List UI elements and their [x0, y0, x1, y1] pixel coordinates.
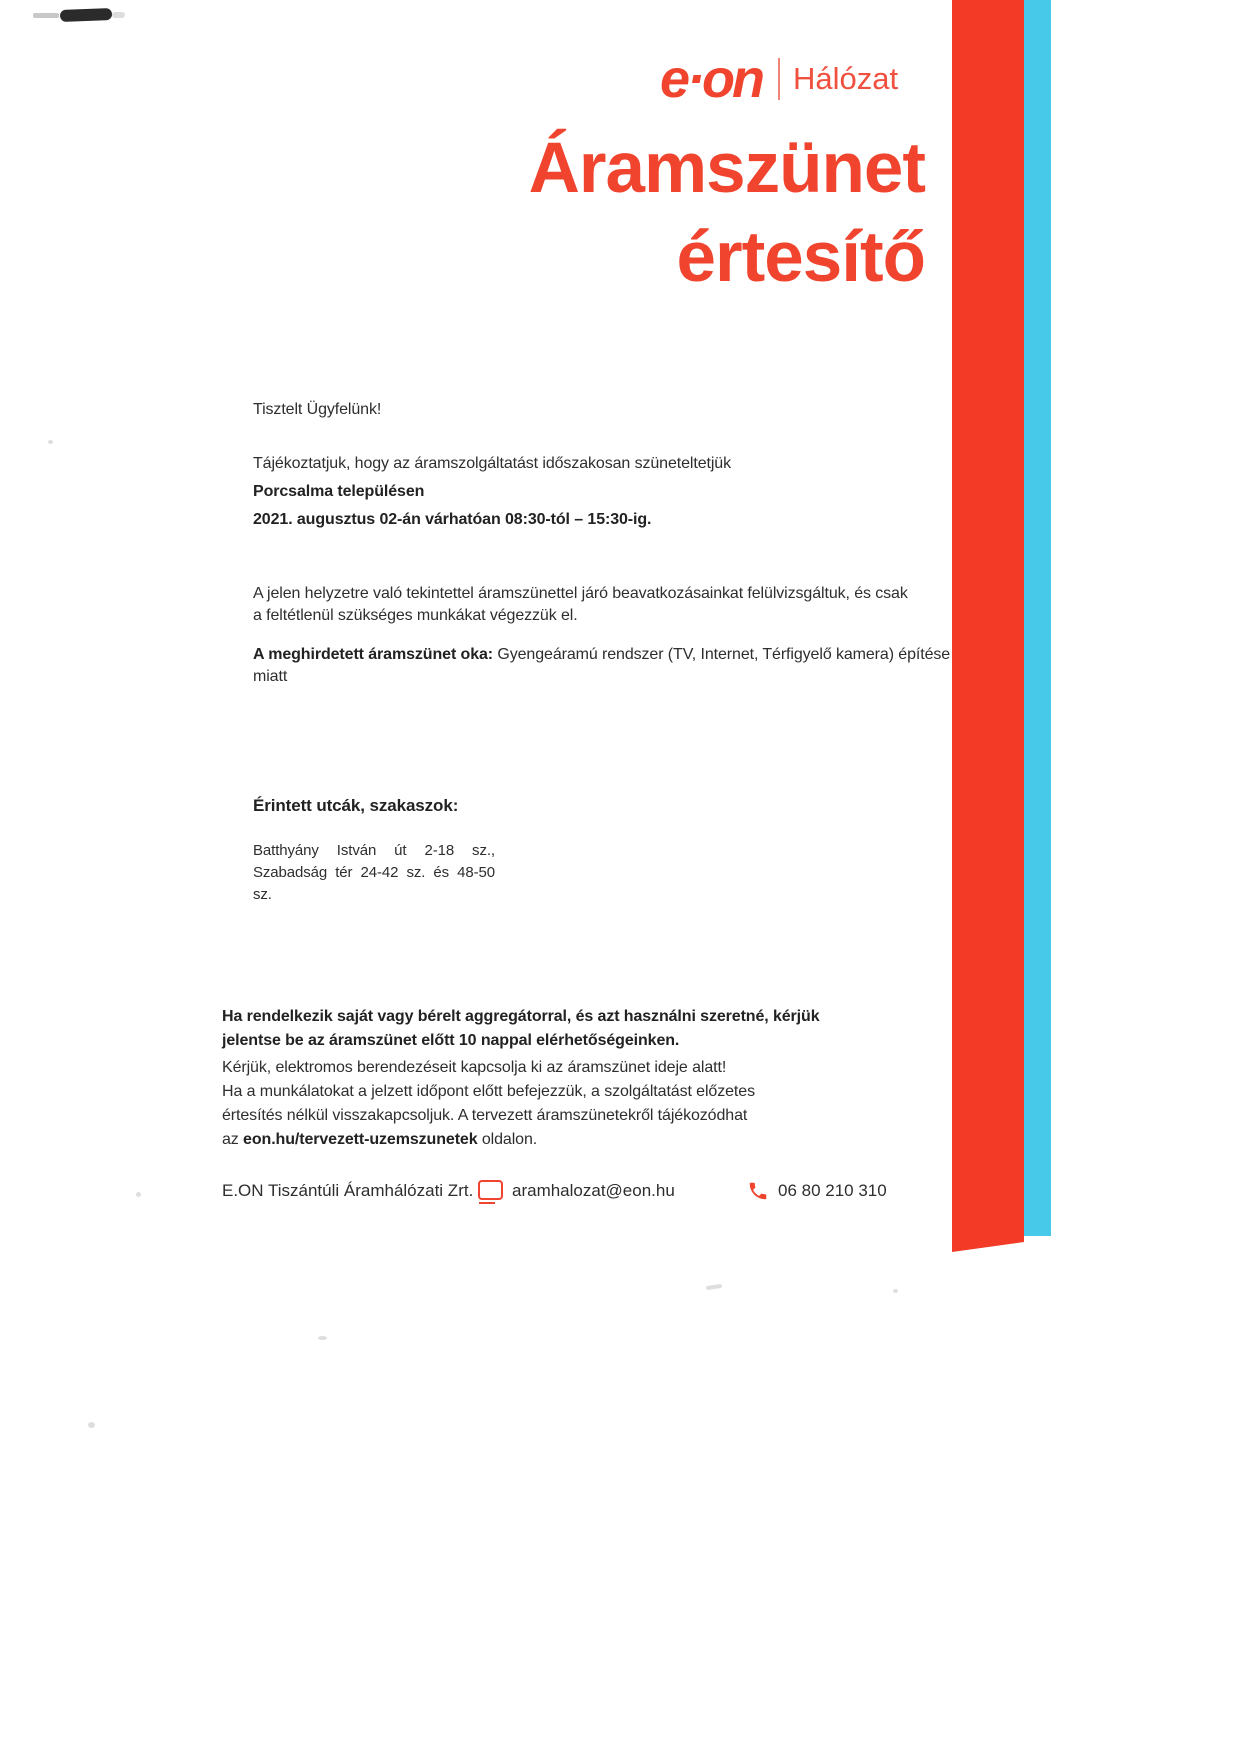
intro-line: Tájékoztatjuk, hogy az áramszolgáltatást időszakosan szüneteltetjük — [253, 455, 732, 472]
reason-line — [253, 644, 950, 666]
affected-streets-list: Batthyány István út 2-18 sz., Szabadság tér 24-42 sz. és 48-50 sz. — [253, 842, 495, 903]
scan-speck — [88, 1422, 95, 1428]
document-title-line2: értesítő — [676, 218, 925, 297]
document-title — [529, 124, 925, 302]
contact-footer — [0, 1178, 952, 1208]
brand-stripe-red — [952, 0, 1024, 1252]
outage-info-url: eon.hu/tervezett-uzemszunetek — [243, 1131, 478, 1148]
logo-division-label: Hálózat — [793, 61, 899, 96]
closing-paragraph — [222, 1005, 820, 1152]
salutation: Tisztelt Ügyfelünk! — [253, 401, 382, 418]
eon-logo — [660, 50, 898, 108]
advice-line: Kérjük, elektromos berendezéseit kapcsolja ki az áramszünet ideje alatt! — [222, 1059, 727, 1076]
eon-logo-wordmark: e·on — [660, 49, 762, 109]
outage-location: Porcsalma településen — [253, 483, 425, 500]
review-line: a feltétlenül szükséges munkákat végezzük el. — [253, 607, 578, 624]
scan-speck — [893, 1289, 898, 1293]
review-line: A jelen helyzetre való tekintettel áramszünettel járó beavatkozásainkat felülvizsgáltuk, és csak — [253, 585, 908, 602]
scan-speck — [136, 1192, 141, 1197]
contact-phone: 06 80 210 310 — [778, 1181, 887, 1200]
outage-intro-paragraph — [253, 450, 731, 534]
scan-artifact-mark — [112, 12, 125, 18]
reason-line: miatt — [253, 668, 288, 685]
envelope-icon — [478, 1180, 503, 1200]
advice-line: Ha a munkálatokat a jelzett időpont előtt befejezzük, a szolgáltatást előzetes — [222, 1083, 755, 1100]
phone-icon — [747, 1180, 769, 1202]
scan-artifact-mark — [60, 8, 112, 22]
advice-line — [222, 1128, 820, 1152]
advice-line: értesítés nélkül visszakapcsoljuk. A tervezett áramszünetekről tájékozódhat — [222, 1107, 748, 1124]
scan-artifact-mark — [33, 13, 59, 18]
scan-speck — [706, 1284, 722, 1290]
review-paragraph — [253, 583, 908, 627]
advice-prefix: az — [222, 1131, 244, 1148]
outage-reason-paragraph — [253, 644, 950, 688]
document-title-line1: Áramszünet — [528, 129, 925, 208]
scan-speck — [318, 1336, 327, 1340]
aggregator-notice-line: Ha rendelkezik saját vagy bérelt aggregátorral, és azt használni szeretné, kérjük — [222, 1008, 820, 1025]
outage-schedule: 2021. augusztus 02-án várhatóan 08:30-tól – 15:30-ig. — [253, 511, 652, 528]
company-name: E.ON Tiszántúli Áramhálózati Zrt. — [222, 1181, 474, 1200]
affected-streets-heading: Érintett utcák, szakaszok: — [253, 796, 459, 815]
contact-email: aramhalozat@eon.hu — [512, 1181, 675, 1200]
reason-text: Gyengeáramú rendszer (TV, Internet, Térfigyelő kamera) építése — [497, 646, 951, 663]
reason-label: A meghirdetett áramszünet oka: — [253, 646, 498, 663]
aggregator-notice-line: jelentse be az áramszünet előtt 10 nappal elérhetőségeinken. — [222, 1032, 680, 1049]
scan-speck — [48, 440, 53, 444]
advice-suffix: oldalon. — [477, 1131, 538, 1148]
brand-stripe-cyan — [1024, 0, 1051, 1236]
logo-divider — [778, 58, 780, 100]
